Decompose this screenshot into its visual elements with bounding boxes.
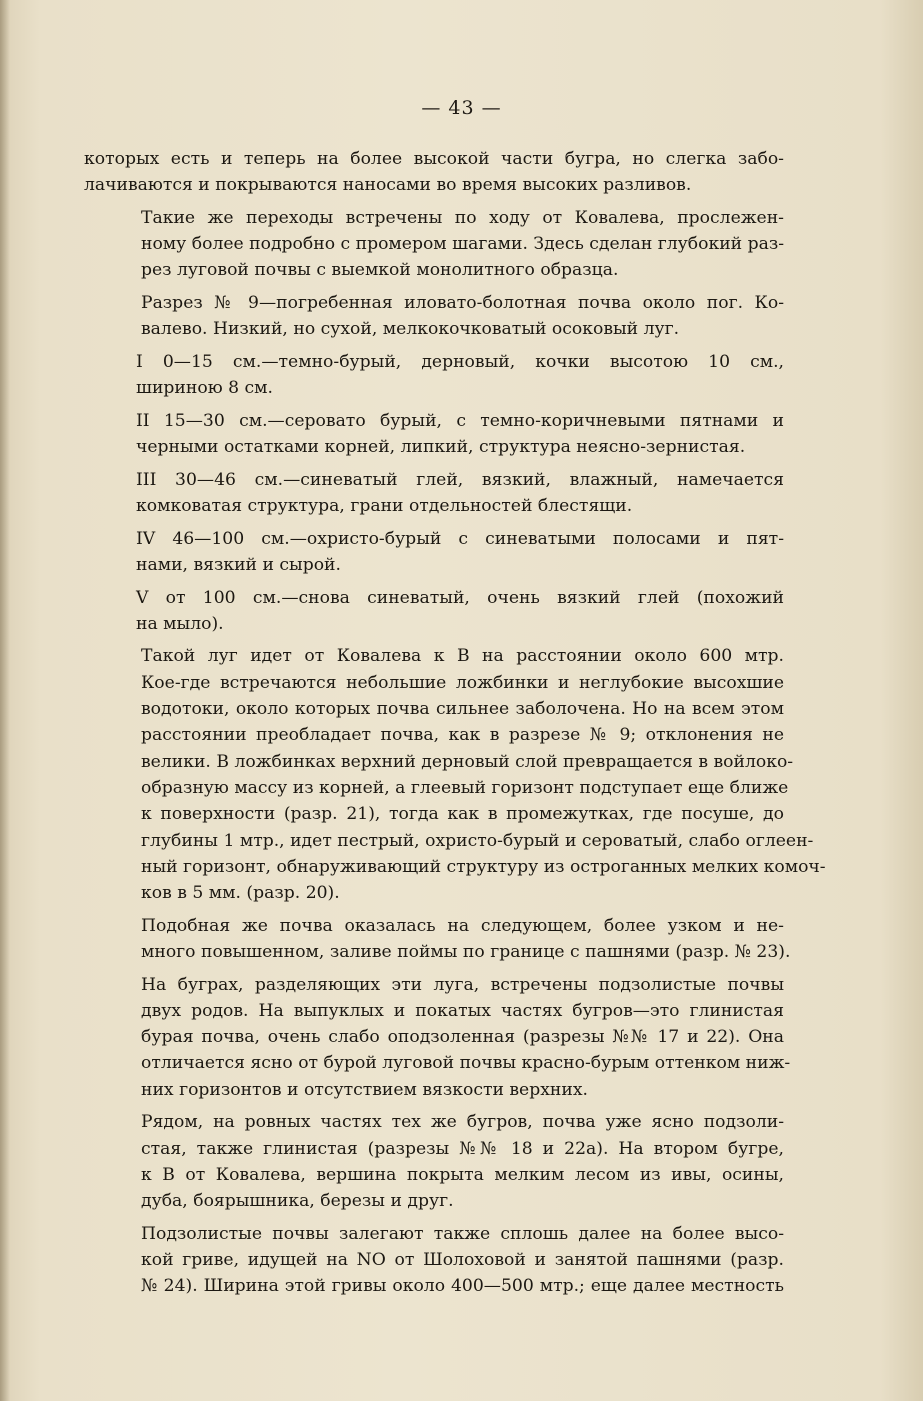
paragraph [84, 349, 784, 402]
page-number: — 43 — [421, 97, 502, 119]
text-line: ный горизонт, обнаруживающий структуру из остроганных мелких комоч- [141, 856, 826, 877]
text-line: Подобная же почва оказалась на следующем, более узком и не- [141, 915, 784, 936]
text-line: ков в 5 мм. (разр. 20). [141, 883, 340, 904]
paragraph [84, 146, 784, 199]
text-line: образную массу из корней, а глеевый горизонт подступает еще ближе [141, 777, 789, 798]
text-line: лачиваются и покрываются наносами во время высоких разливов. [84, 175, 692, 196]
text-line: стая, также глинистая (разрезы №№ 18 и 22а). На втором бугре, [141, 1138, 784, 1159]
text-line: двух родов. На выпуклых и покатых частях бугров—это глинистая [141, 1000, 784, 1021]
text-line: Такие же переходы встречены по ходу от Ковалева, прослежен- [141, 207, 784, 228]
paragraph [84, 643, 826, 906]
page-edge-shadow [0, 0, 10, 1401]
text-line: валево. Низкий, но сухой, мелкокочковатый осоковый луг. [141, 319, 680, 340]
text-line: III 30—46 см.—синеватый глей, вязкий, влажный, намечается [136, 469, 784, 490]
text-line: много повышенном, заливе поймы по границе с пашнями (разр. № 23). [141, 941, 791, 962]
paragraph [84, 290, 784, 343]
text-line: Подзолистые почвы залегают также сплошь далее на более высо- [141, 1223, 784, 1244]
text-line: I 0—15 см.—темно-бурый, дерновый, кочки высотою 10 см., [136, 351, 784, 372]
text-line: которых есть и теперь на более высокой части бугра, но слегка забо- [84, 149, 784, 169]
text-line: водотоки, около которых почва сильнее заболочена. Но на всем этом [141, 699, 784, 720]
text-line: рез луговой почвы с выемкой монолитного образца. [141, 260, 619, 281]
text-line: к поверхности (разр. 21), тогда как в промежутках, где посуше, до [141, 804, 784, 825]
paragraph [84, 205, 784, 284]
paragraph [84, 585, 784, 638]
text-line: IV 46—100 см.—охристо-бурый с синеватыми полосами и пят- [136, 528, 784, 549]
text-line: № 24). Ширина этой гривы около 400—500 мтр.; еще далее местность [141, 1276, 784, 1297]
text-line: дуба, боярышника, березы и друг. [141, 1191, 454, 1212]
text-line: них горизонтов и отсутствием вязкости верхних. [141, 1079, 588, 1100]
text-line: шириною 8 см. [136, 378, 273, 399]
text-line: Кое-где встречаются небольшие ложбинки и неглубокие высохшие [141, 672, 784, 693]
paragraph [84, 467, 784, 520]
text-line: к В от Ковалева, вершина покрыта мелким лесом из ивы, осины, [141, 1164, 784, 1185]
text-line: велики. В ложбинках верхний дерновый слой превращается в войлоко- [141, 751, 794, 772]
text-line: комковатая структура, грани отдельностей блестящи. [136, 496, 633, 517]
text-line: кой гриве, идущей на NO от Шолоховой и занятой пашнями (разр. [141, 1250, 784, 1271]
text-line: отличается ясно от бурой луговой почвы красно-бурым оттенком ниж- [141, 1053, 791, 1074]
paragraph [84, 1109, 784, 1214]
paragraph [84, 526, 784, 579]
text-line: Такой луг идет от Ковалева к В на расстоянии около 600 мтр. [141, 646, 784, 667]
text-line: Рядом, на ровных частях тех же бугров, почва уже ясно подзоли- [141, 1112, 784, 1133]
text-line: нами, вязкий и сырой. [136, 554, 341, 575]
text-line: бурая почва, очень слабо оподзоленная (разрезы №№ 17 и 22). Она [141, 1027, 784, 1048]
text-line: V от 100 см.—снова синеватый, очень вязкий глей (похожий [136, 587, 784, 608]
paragraph [84, 1221, 784, 1300]
text-line: На буграх, разделяющих эти луга, встречены подзолистые почвы [141, 974, 784, 995]
text-line: глубины 1 мтр., идет пестрый, охристо-бурый и сероватый, слабо оглеен- [141, 830, 814, 851]
text-line: Разрез № 9—погребенная иловато-болотная почва около пог. Ко- [141, 293, 784, 314]
paragraph [84, 408, 784, 461]
text-line: на мыло). [136, 613, 224, 634]
body-text [84, 146, 826, 1306]
paragraph [84, 913, 791, 966]
text-line: расстоянии преобладает почва, как в разрезе № 9; отклонения не [141, 725, 784, 746]
text-line: черными остатками корней, липкий, структура неясно-зернистая. [136, 437, 746, 458]
paragraph [84, 972, 791, 1103]
text-line: II 15—30 см.—серовато бурый, с темно-коричневыми пятнами и [136, 410, 784, 431]
text-line: ному более подробно с промером шагами. Здесь сделан глубокий раз- [141, 234, 785, 255]
